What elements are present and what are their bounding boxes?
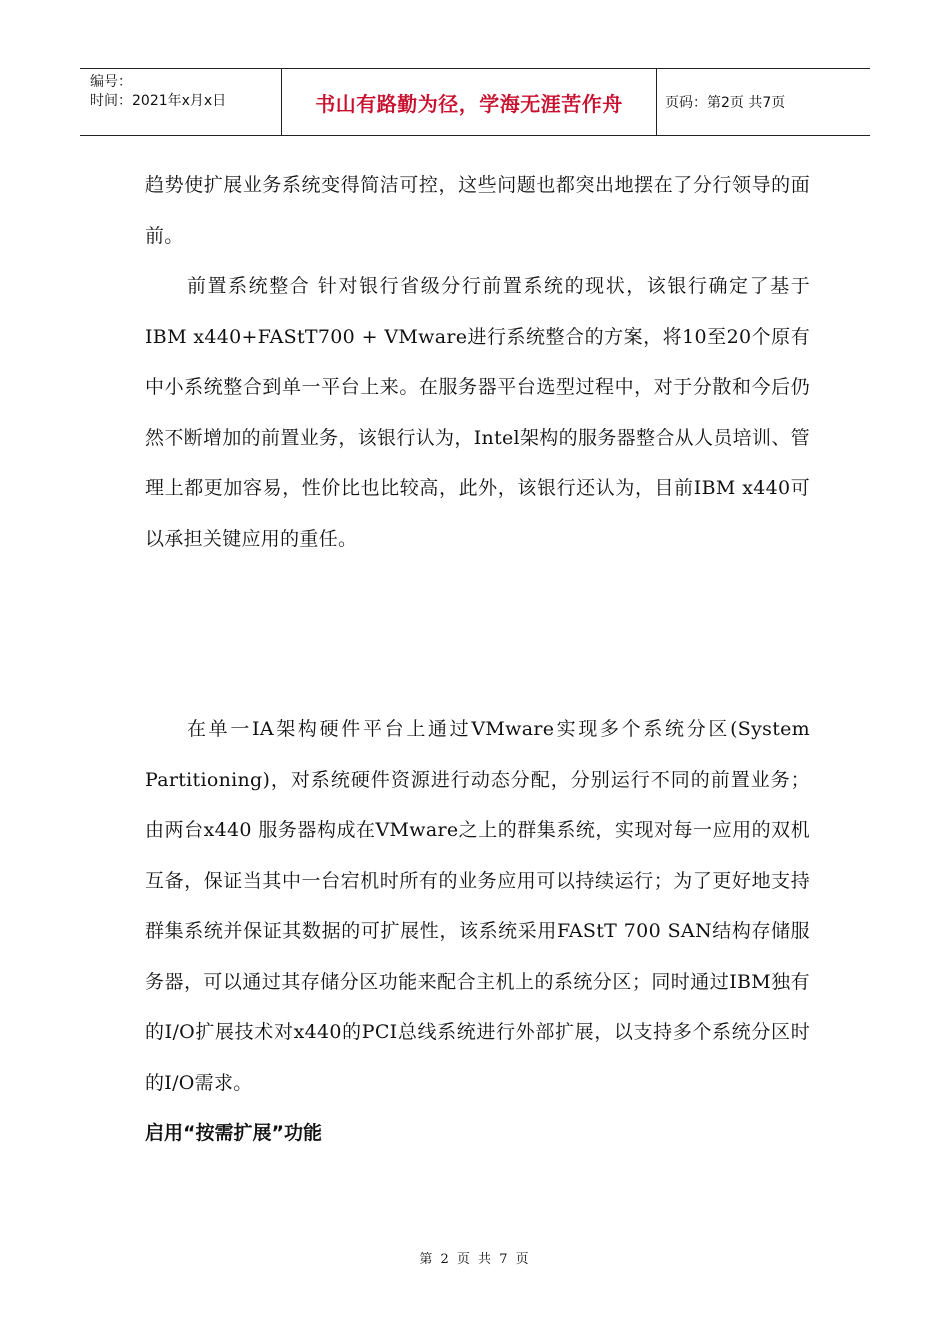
page-footer: 第 2 页 共 7 页 [419,1252,531,1267]
blank-space [145,564,810,704]
page-header [80,68,870,136]
document-date: 时间：2021年x月x日 [90,93,227,109]
header-motto: 书山有路勤为径，学海无涯苦作舟 [282,69,657,135]
paragraph-3: 在单一IA架构硬件平台上通过VMware实现多个系统分区(System Partitioning)，对系统硬件资源进行动态分配，分别运行不同的前置业务；由两台x440 服务器构成在VMware之上的群集系统，实现对每一应用的双机互备，保证当其中一台宕机时所有的业务应用可以持续运行；为了更好地支持群集系统并保证其数据的可扩展性，该系统采用FAStT 700 SAN结构存储服务器，可以通过其存储分区功能来配合主机上的系统分区；同时通过IBM独有的I/O扩展技术对x440的PCI总线系统进行外部扩展，以支持多个系统分区时的I/O需求。 [145,718,810,1094]
document-body [145,160,810,1158]
paragraph-2: 前置系统整合 针对银行省级分行前置系统的现状，该银行确定了基于IBM x440+FAStT700 + VMware进行系统整合的方案，将10至20个原有中小系统整合到单一平台上来。在服务器平台选型过程中，对于分散和今后仍然不断增加的前置业务，该银行认为，Intel架构的服务器整合从人员培训、管理上都更加容易，性价比也比较高，此外，该银行还认为，目前IBM x440可以承担关键应用的重任。 [145,275,810,550]
header-meta-cell [80,69,282,135]
header-page-number: 页码：第2页 共7页 [665,95,786,111]
paragraph-1: 趋势使扩展业务系统变得简洁可控，这些问题也都突出地摆在了分行领导的面前。 [145,174,810,247]
section-heading: 启用“按需扩展”功能 [145,1122,322,1144]
document-number: 编号： [90,74,132,90]
